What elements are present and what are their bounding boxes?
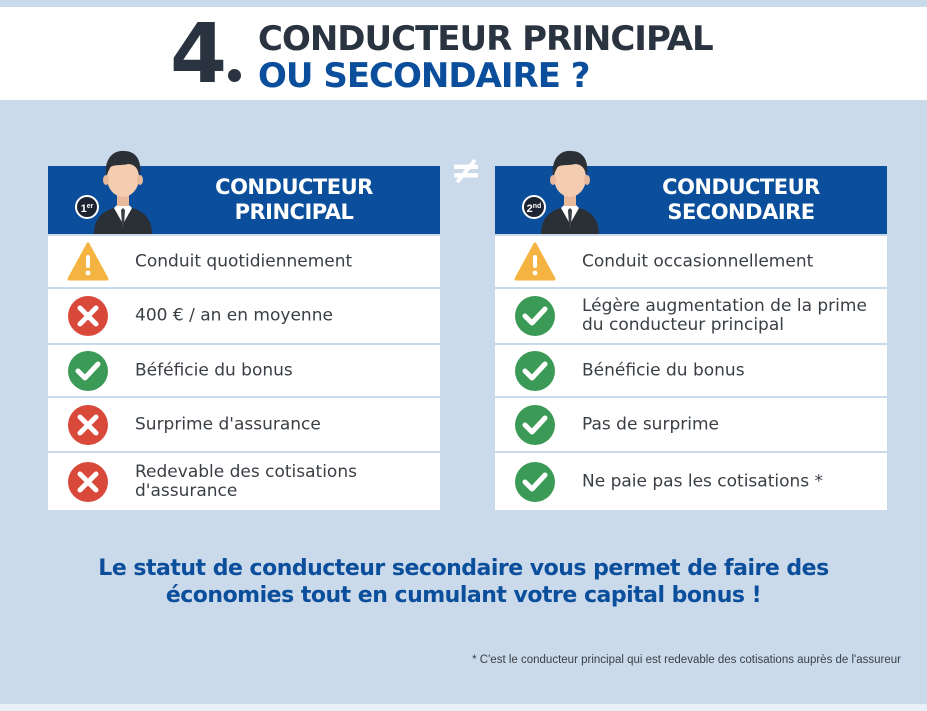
check-icon bbox=[514, 350, 556, 392]
list-item bbox=[495, 236, 887, 287]
warning-icon bbox=[514, 241, 556, 283]
list-item-text: Redevable des cotisations d'assurance bbox=[135, 461, 357, 501]
column-title: CONDUCTEUR PRINCIPAL bbox=[215, 175, 373, 224]
list-item bbox=[48, 453, 440, 510]
list-item bbox=[495, 398, 887, 451]
list-item bbox=[48, 398, 440, 451]
conclusion-line1: Le statut de conducteur secondaire vous permet de faire des bbox=[98, 556, 829, 581]
driver-avatar-icon bbox=[537, 142, 603, 234]
conclusion-line2: économies tout en cumulant votre capital bonus ! bbox=[165, 583, 762, 608]
list-item-text: 400 € / an en moyenne bbox=[135, 305, 333, 326]
cross-icon bbox=[67, 461, 109, 503]
check-icon bbox=[514, 461, 556, 503]
list-item-text: Surprime d'assurance bbox=[135, 414, 321, 434]
cross-icon bbox=[67, 295, 109, 337]
list-item-text: Conduit occasionnellement bbox=[582, 251, 814, 271]
list-item bbox=[495, 453, 887, 510]
list-item bbox=[495, 345, 887, 396]
list-item bbox=[48, 345, 440, 396]
column-principal bbox=[48, 166, 440, 510]
check-icon bbox=[514, 404, 556, 446]
footnote: * C'est le conducteur principal qui est redevable des cotisations auprès de l'assureur bbox=[472, 654, 901, 666]
cross-icon bbox=[67, 404, 109, 446]
bottom-strip bbox=[0, 704, 927, 711]
page-title-line1: CONDUCTEUR PRINCIPAL bbox=[258, 19, 713, 59]
column-secondaire bbox=[495, 166, 887, 510]
step-dot bbox=[228, 69, 241, 82]
list-item-text: Pas de surprime bbox=[582, 414, 719, 434]
list-item bbox=[495, 289, 887, 343]
column-title: CONDUCTEUR SECONDAIRE bbox=[662, 175, 820, 224]
check-icon bbox=[514, 295, 556, 337]
list-item-text: Béféficie du bonus bbox=[135, 360, 293, 380]
list-item-text: Bénéficie du bonus bbox=[582, 360, 745, 380]
warning-icon bbox=[67, 241, 109, 283]
list-item bbox=[48, 236, 440, 287]
not-equal-icon: ≠ bbox=[450, 148, 482, 192]
rank-badge: 2nd bbox=[522, 195, 546, 219]
top-strip bbox=[0, 0, 927, 7]
list-item-text: Conduit quotidiennement bbox=[135, 251, 353, 271]
page-title-line2: OU SECONDAIRE ? bbox=[258, 56, 590, 96]
list-item-text: Ne paie pas les cotisations * bbox=[582, 471, 824, 491]
check-icon bbox=[67, 350, 109, 392]
driver-avatar-icon bbox=[90, 142, 156, 234]
list-item-text: Légère augmentation de la prime du conducteur principal bbox=[582, 296, 867, 335]
step-number: 4 bbox=[170, 7, 224, 102]
column-header bbox=[495, 166, 887, 234]
rank-badge: 1er bbox=[75, 195, 99, 219]
list-item bbox=[48, 289, 440, 343]
conclusion-text bbox=[0, 555, 927, 609]
column-header bbox=[48, 166, 440, 234]
header bbox=[0, 7, 927, 100]
